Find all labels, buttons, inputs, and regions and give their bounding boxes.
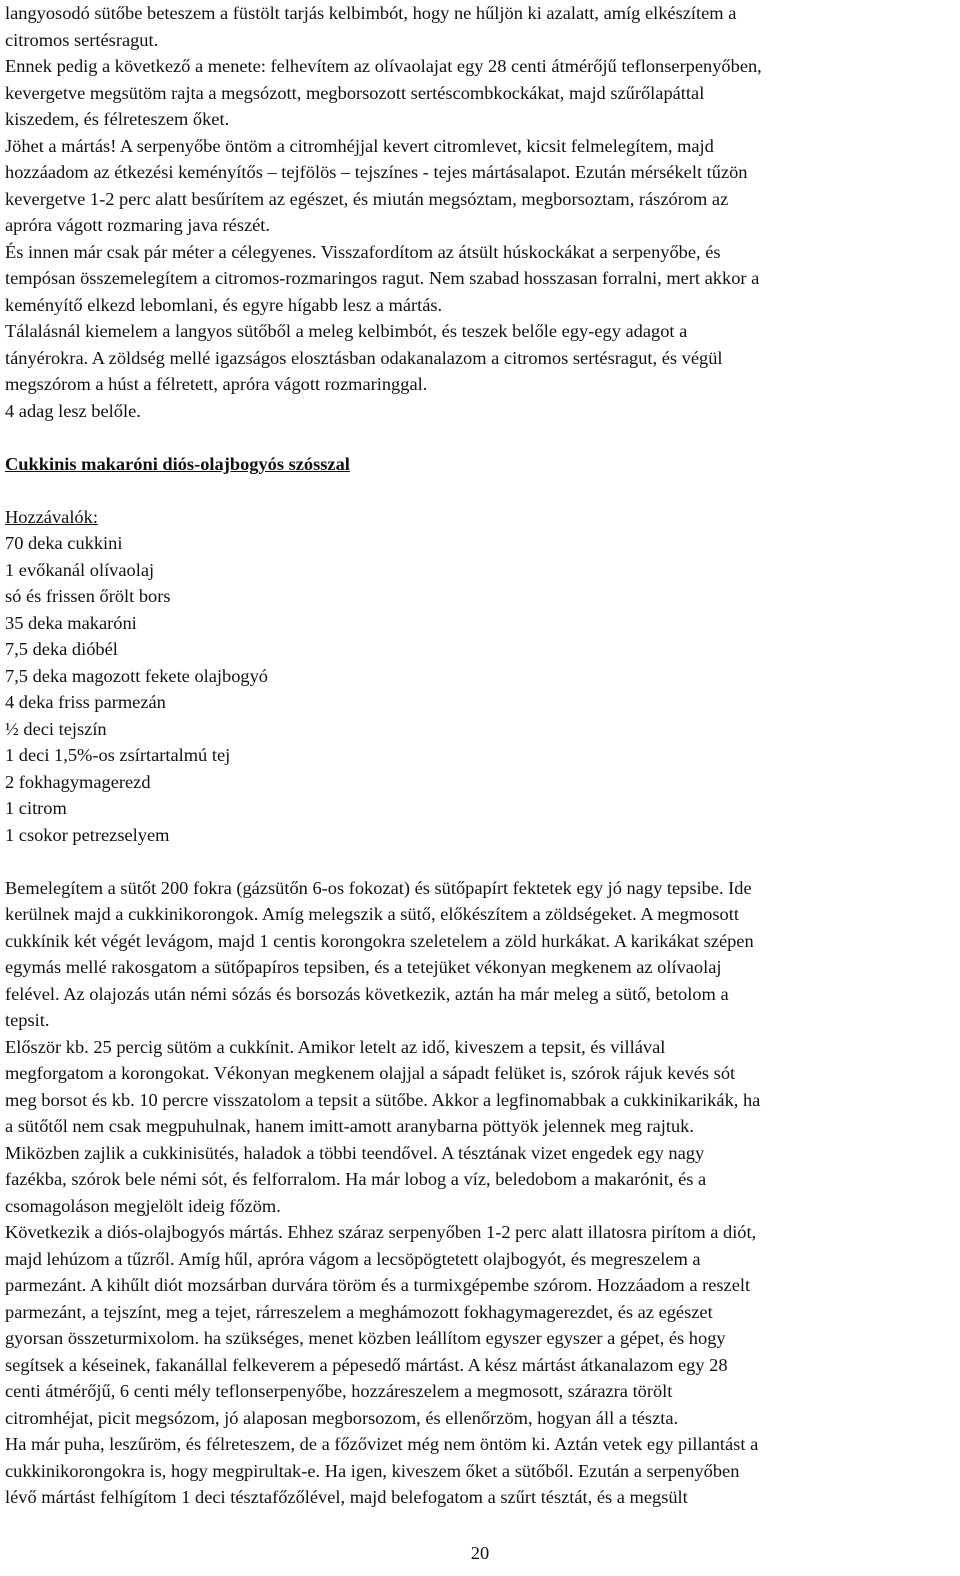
text-line: És innen már csak pár méter a célegyenes. Visszafordítom az átsült húskockákat a serpenyőbe, és [5,241,721,262]
document-page [5,0,953,1511]
text-line: gyorsan összeturmixolom. ha szükséges, menet közben leállítom egyszer egyszer a gépet, és hogy [5,1328,726,1348]
text-line: Először kb. 25 percig sütöm a cukkínit. Amikor letelt az idő, kiveszem a tepsit, és villával [5,1036,666,1057]
text-line: fazékba, szórok bele némi sót, és felforralom. Ha már lobog a víz, beledobom a makarónit, és a [5,1169,707,1189]
text-line: Miközben zajlik a cukkinisütés, haladok a többi teendővel. A tésztának vizet engedek egy nagy [5,1142,705,1163]
text-line: parmezánt, a tejszínt, meg a tejet, rárreszelem a meghámozott fokhagymagerezdet, és az egészet [5,1301,713,1322]
ingredient-item: 7,5 deka magozott fekete olajbogyó [5,665,269,686]
text-line: tányérokra. A zöldség mellé igazságos elosztásban odakanalazom a citromos sertésragut, és végül [5,347,723,368]
text-line: Következik a diós-olajbogyós mártás. Ehhez száraz serpenyőben 1-2 perc alatt illatosra pirítom a diót, [5,1222,757,1242]
recipe-method-text [5,875,953,1511]
text-line: kevergetve 1-2 perc alatt besűrítem az egészet, és miután megsóztam, megborsoztam, rászórom az [5,188,729,209]
text-line: cukkínik két végét levágom, majd 1 centis korongokra szeletelem a zöld hurkákat. A karikákat szépen [5,930,754,951]
ingredient-item: 7,5 deka dióbél [5,639,118,659]
text-line: tepsit. [5,1010,50,1030]
text-line: felével. Az olajozás után némi sózás és borsozás következik, aztán ha már meleg a sütő, betolom a [5,983,729,1004]
ingredient-item: ½ deci tejszín [5,718,107,739]
text-line: Tálalásnál kiemelem a langyos sütőből a meleg kelbimbót, és teszek belőle egy-egy adagot a [5,321,688,341]
text-line: a sütőtől nem csak megpuhulnak, hanem imitt-amott aranybarna pöttyök jelennek meg rajtuk. [5,1116,694,1136]
spacer [5,424,953,451]
text-line: tempósan összemelegítem a citromos-rozmaringos ragut. Nem szabad hosszasan forralni, mert akkor a [5,268,760,288]
ingredient-item: só és frissen őrölt bors [5,586,171,606]
page-number: 20 [470,1543,490,1563]
text-line: segítsek a késeinek, fakanállal felkeverem a pépesedő mártást. A kész mártást átkanalazom egy 28 [5,1354,728,1375]
text-line: 4 adag lesz belőle. [5,400,141,421]
text-line: lévő mártást felhígítom 1 deci tésztafőzőlével, majd belefogatom a szűrt tésztát, és a megsült [5,1487,688,1507]
text-line: kerülnek majd a cukkinikorongok. Amíg melegszik a sütő, előkészítem a zöldségeket. A megmosott [5,904,739,924]
text-line: langyosodó sütőbe beteszem a füstölt tarjás kelbimbót, hogy ne hűljön ki azalatt, amíg elkészítem a [5,3,737,23]
text-line: cukkinikorongokra is, hogy megpirultak-e. Ha igen, kiveszem őket a sütőből. Ezután a serpenyőben [5,1460,740,1481]
text-line: keményítő elkezd lebomlani, és egyre hígabb lesz a mártás. [5,294,443,315]
ingredient-item: 2 fokhagymagerezd [5,771,151,792]
ingredient-item: 1 citrom [5,798,67,818]
text-line: Ha már puha, leszűröm, és félreteszem, de a főzővizet még nem öntöm ki. Aztán vetek egy pillantást a [5,1434,759,1454]
previous-recipe-text [5,0,953,424]
spacer [5,848,953,875]
text-line: meg borsot és kb. 10 percre visszatolom a tepsit a sütőbe. Akkor a legfinomabbak a cukkinikarikák, ha [5,1089,761,1110]
text-line: Jöhet a mártás! A serpenyőbe öntöm a citromhéjjal kevert citromlevet, kicsit felmelegítem, majd [5,135,714,156]
text-line: kiszedem, és félreteszem őket. [5,109,230,129]
ingredient-item: 1 csokor petrezselyem [5,824,170,845]
text-line: kevergetve megsütöm rajta a megsózott, megborsozott sertéscombkockákat, majd szűrőlapáttal [5,82,705,103]
ingredient-item: 4 deka friss parmezán [5,692,166,712]
ingredient-item: 1 deci 1,5%-os zsírtartalmú tej [5,745,231,765]
text-line: Ennek pedig a következő a menete: felhevítem az olívaolajat egy 28 centi átmérőjű teflonserpenyőben, [5,56,762,76]
ingredient-item: 35 deka makaróni [5,612,137,633]
text-line: Bemelegítem a sütőt 200 fokra (gázsütőn 6-os fokozat) és sütőpapírt fektetek egy jó nagy tepsibe. Ide [5,877,752,898]
text-line: csomagoláson megjelölt ideig főzöm. [5,1195,281,1216]
ingredient-item: 70 deka cukkini [5,533,123,553]
text-line: citromhéjat, picit megsózom, jó alaposan megborsozom, és ellenőrzöm, hogyan áll a tészta. [5,1407,679,1428]
text-line: parmezánt. A kihűlt diót mozsárban durvára töröm és a turmixgépembe szórom. Hozzáadom a reszelt [5,1275,751,1295]
text-line: citromos sertésragut. [5,29,159,50]
text-line: hozzáadom az étkezési keményítős – tejfölös – tejszínes - tejes mártásalapot. Ezután mérsékelt tűzön [5,162,748,182]
ingredients-heading: Hozzávalók: [5,506,98,527]
recipe-title: Cukkinis makaróni diós-olajbogyós szósszal [5,453,350,474]
text-line: apróra vágott rozmaring java részét. [5,215,271,235]
text-line: egymás mellé rakosgatom a sütőpapíros tepsiben, és a tetejüket vékonyan megkenem az olívaolaj [5,957,722,977]
spacer [5,477,953,504]
text-line: megszórom a húst a félretett, apróra vágott rozmaringgal. [5,374,428,394]
ingredient-item: 1 evőkanál olívaolaj [5,559,155,580]
text-line: centi átmérőjű, 6 centi mély teflonserpenyőbe, hozzáreszelem a megmosott, szárazra törölt [5,1381,673,1401]
text-line: majd lehúzom a tűzről. Amíg hűl, apróra vágom a lecsöpögtetett olajbogyót, és megreszelem a [5,1248,701,1269]
ingredient-list [5,530,953,848]
text-line: megforgatom a korongokat. Vékonyan megkenem olajjal a sápadt felüket is, szórok rájuk kevés sót [5,1063,736,1083]
